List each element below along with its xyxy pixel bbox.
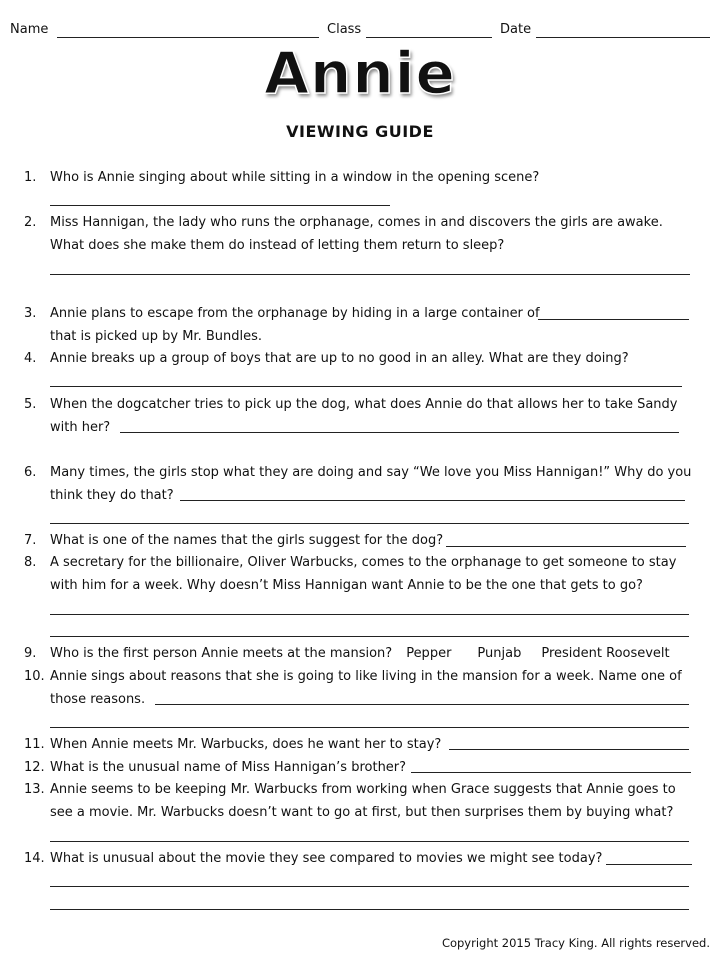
date-label: Date (500, 22, 532, 37)
question-number: 2. (24, 215, 37, 230)
answer-line[interactable] (50, 841, 689, 842)
question-number: 11. (24, 737, 45, 752)
question-number: 7. (24, 533, 37, 548)
answer-line[interactable] (50, 523, 689, 524)
answer-line[interactable] (50, 205, 390, 206)
answer-line[interactable] (606, 864, 692, 865)
question-text: Many times, the girls stop what they are doing and say “We love you Miss Hannigan!” Why do you (50, 465, 692, 480)
question-number: 5. (24, 397, 37, 412)
question-number: 8. (24, 555, 37, 570)
page-subtitle: VIEWING GUIDE (286, 122, 434, 141)
question-text: with her? (50, 420, 111, 435)
question-number: 12. (24, 760, 45, 775)
name-label: Name (10, 22, 49, 37)
answer-line[interactable] (50, 386, 682, 387)
answer-line[interactable] (538, 319, 689, 320)
question-number: 9. (24, 646, 37, 661)
question-number: 1. (24, 170, 37, 185)
question-number: 6. (24, 465, 37, 480)
question-text: Who is Annie singing about while sitting in a window in the opening scene? (50, 170, 540, 185)
question-text: Annie plans to escape from the orphanage by hiding in a large container of (50, 306, 540, 321)
answer-line[interactable] (120, 432, 679, 433)
copyright-notice: Copyright 2015 Tracy King. All rights reserved. (441, 936, 710, 950)
answer-line[interactable] (50, 727, 689, 728)
option-pepper[interactable]: Pepper (406, 646, 452, 661)
question-text: that is picked up by Mr. Bundles. (50, 329, 263, 344)
answer-line[interactable] (411, 772, 691, 773)
question-text: Who is the first person Annie meets at the mansion? Pepper Punjab President Roosevelt (50, 642, 670, 665)
question-text: Annie seems to be keeping Mr. Warbucks from working when Grace suggests that Annie goes to (50, 782, 676, 797)
question-number: 14. (24, 851, 45, 866)
answer-line[interactable] (50, 886, 689, 887)
page-title: Annie (264, 39, 456, 107)
question-text: those reasons. (50, 692, 146, 707)
question-number: 10. (24, 669, 45, 684)
question-text: think they do that? (50, 488, 174, 503)
answer-line[interactable] (50, 909, 689, 910)
question-number: 13. (24, 782, 45, 797)
option-punjab[interactable]: Punjab (477, 646, 522, 661)
question-text: What does she make them do instead of letting them return to sleep? (50, 238, 505, 253)
class-label: Class (327, 22, 362, 37)
question-text: When the dogcatcher tries to pick up the dog, what does Annie do that allows her to take Sandy (50, 397, 678, 412)
option-president-roosevelt[interactable]: President Roosevelt (541, 646, 670, 661)
question-text: Annie breaks up a group of boys that are up to no good in an alley. What are they doing? (50, 351, 629, 366)
question-text: Annie sings about reasons that she is going to like living in the mansion for a week. Name one of (50, 669, 682, 684)
answer-line[interactable] (50, 614, 689, 615)
answer-line[interactable] (50, 636, 689, 637)
answer-line[interactable] (449, 749, 689, 750)
question-text: see a movie. Mr. Warbucks doesn’t want to go at first, but then surprises them by buying what? (50, 805, 674, 820)
question-number: 4. (24, 351, 37, 366)
question-text: with him for a week. Why doesn’t Miss Hannigan want Annie to be the one that gets to go? (50, 578, 643, 593)
question-text: When Annie meets Mr. Warbucks, does he want her to stay? (50, 737, 442, 752)
question-text: Miss Hannigan, the lady who runs the orphanage, comes in and discovers the girls are awake. (50, 215, 663, 230)
question-text: A secretary for the billionaire, Oliver Warbucks, comes to the orphanage to get someone to stay (50, 555, 677, 570)
question-text: What is unusual about the movie they see compared to movies we might see today? (50, 851, 603, 866)
answer-line[interactable] (50, 274, 690, 275)
answer-line[interactable] (180, 500, 685, 501)
question-text: What is the unusual name of Miss Hannigan’s brother? (50, 760, 407, 775)
question-number: 3. (24, 306, 37, 321)
question-text: What is one of the names that the girls suggest for the dog? (50, 533, 444, 548)
answer-line[interactable] (446, 546, 686, 547)
answer-line[interactable] (155, 704, 689, 705)
